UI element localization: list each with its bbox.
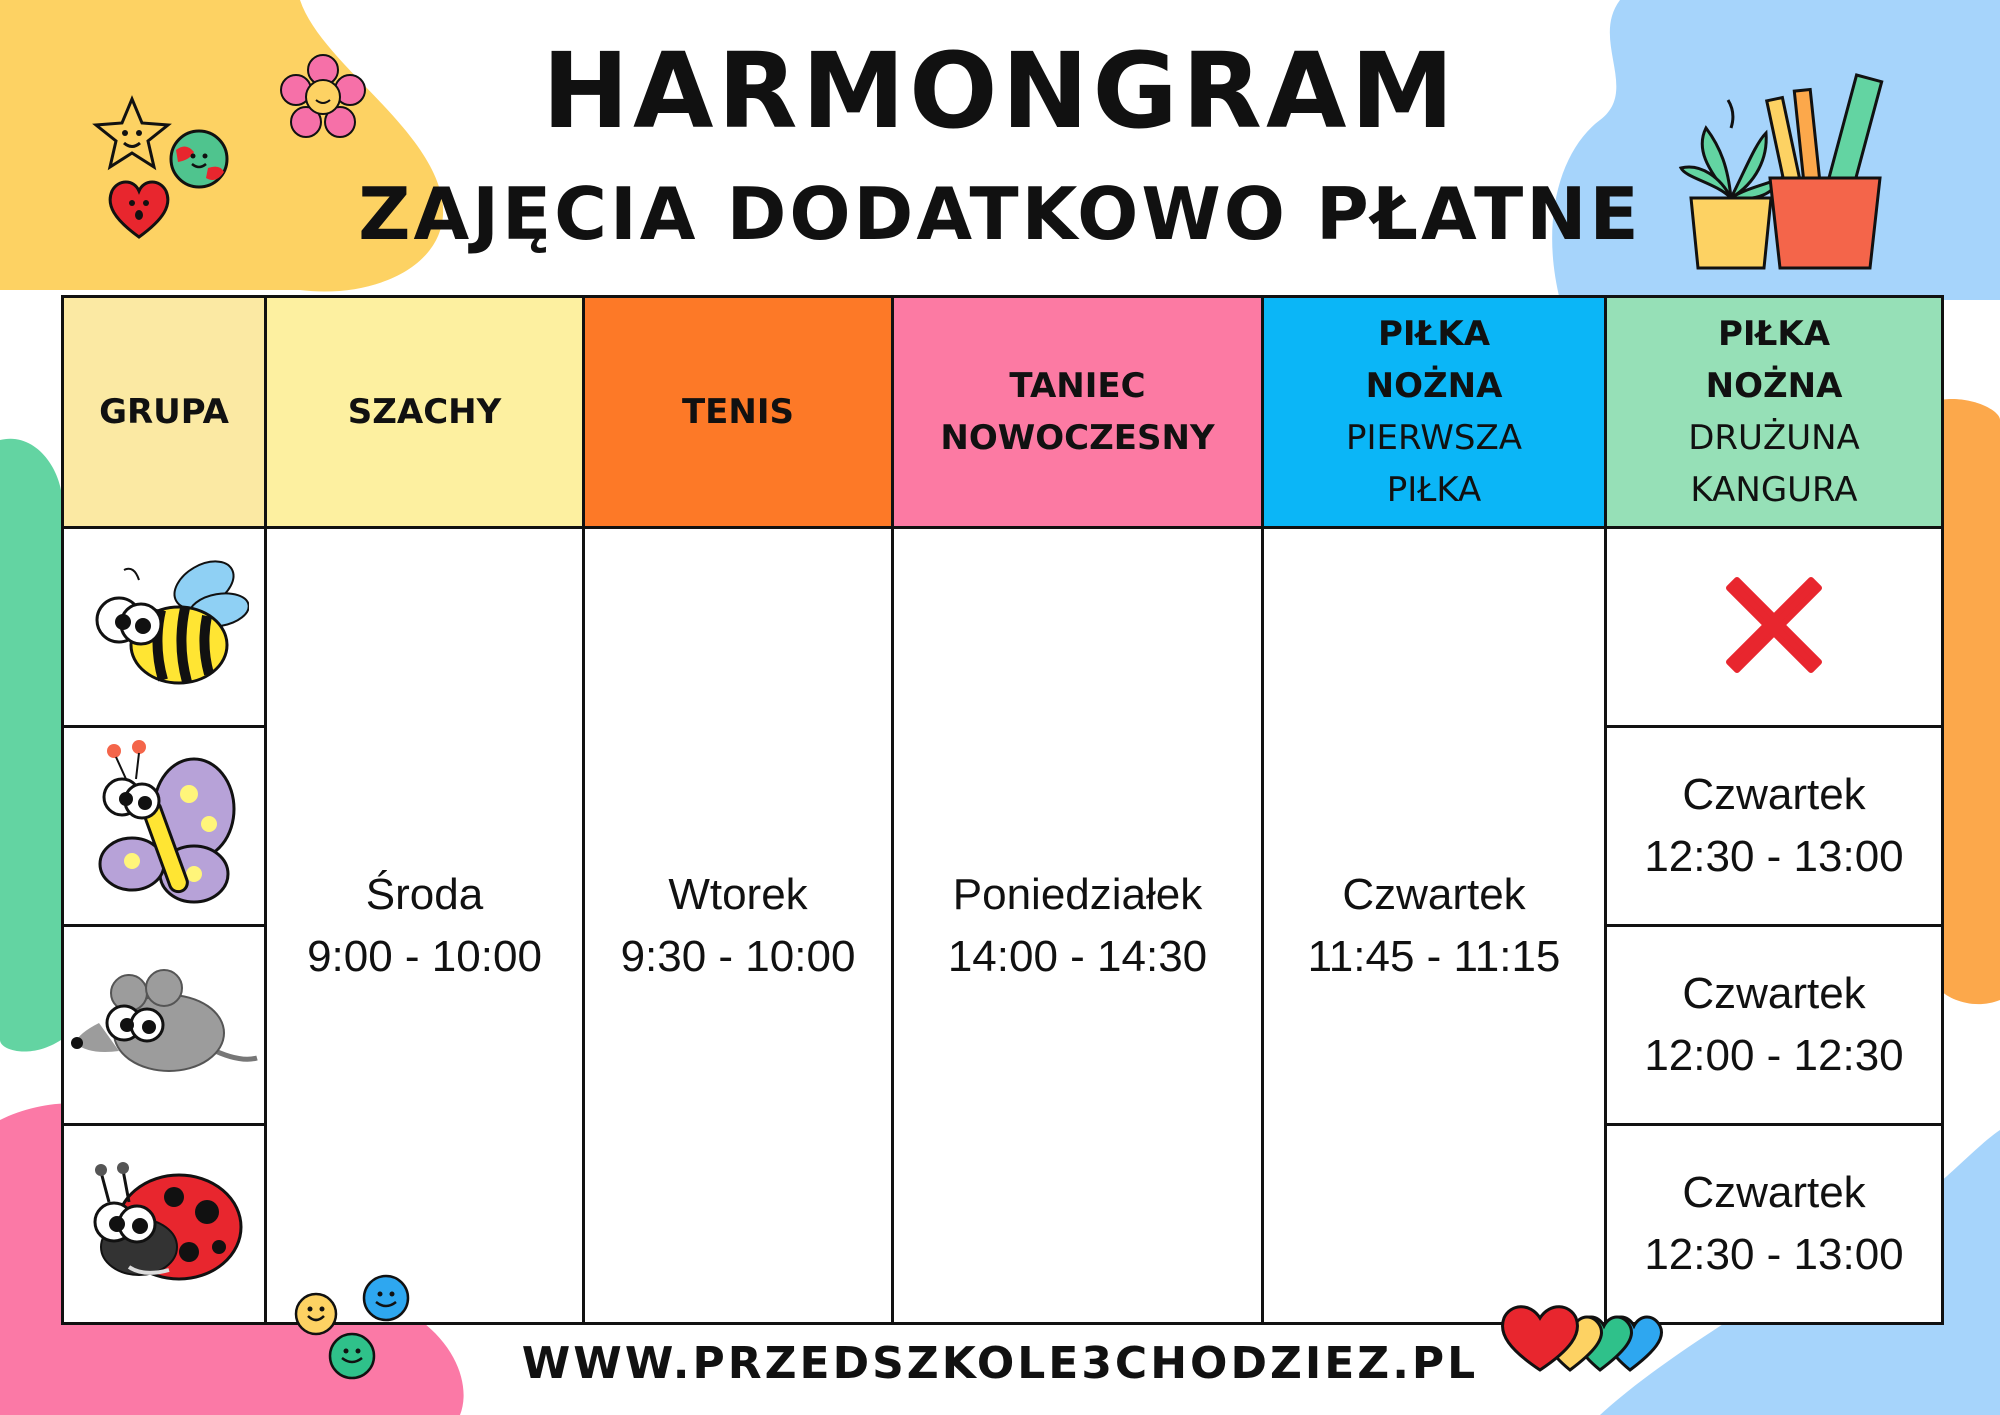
smiley-faces-icon [288,1272,418,1382]
green-blob [0,439,63,1052]
website-url: WWW.PRZEDSZKOLE3CHODZIEZ.PL [521,1338,1479,1389]
page-subtitle: ZAJĘCIA DODATKOWO PŁATNE [358,172,1642,256]
druzyna-kangura-cell-bee [1606,528,1943,727]
pierwsza-pilka-cell [1263,528,1606,1324]
kangura-butterfly-day: Czwartek [1682,770,1866,819]
mouse-icon [69,963,259,1083]
kangura-ladybug-time: 12:30 - 13:00 [1644,1230,1904,1279]
table-row [63,528,1943,727]
header-pierwsza-pilka-normal: PIERWSZA PIŁKA [1345,418,1522,510]
hearts-row-icon [1490,1290,1680,1380]
bee-icon [79,550,249,700]
taniec-day: Poniedziałek [952,869,1203,919]
header-szachy [266,297,584,528]
kangura-mouse-day: Czwartek [1682,969,1866,1018]
header-druzyna-kangura-normal: DRUŻUNA KANGURA [1688,418,1860,510]
taniec-time: 14:00 - 14:30 [947,931,1208,981]
star-face-icon [92,95,172,175]
druzyna-kangura-cell-mouse [1606,926,1943,1125]
header-taniec-label: TANIEC NOWOCZESNY [940,366,1215,458]
page-title: HARMONGRAM [542,30,1458,152]
group-mouse-cell [63,926,266,1125]
tenis-day: Wtorek [668,869,808,919]
header-grupa-label: GRUPA [99,392,229,432]
red-x-icon [1719,570,1829,680]
pierwsza-pilka-time: 11:45 - 11:15 [1307,931,1561,981]
group-ladybug-cell [63,1125,266,1324]
pierwsza-pilka-day: Czwartek [1342,869,1526,919]
szachy-cell [266,528,584,1324]
taniec-cell [893,528,1263,1324]
header-tenis [584,297,893,528]
globe-face-icon [168,128,230,190]
tenis-time: 9:30 - 10:00 [620,931,856,981]
heart-face-icon [104,175,174,241]
orange-blob [1940,399,2000,1004]
szachy-day: Środa [365,869,484,919]
ladybug-icon [79,1152,249,1292]
header-szachy-label: SZACHY [347,392,502,432]
header-druzyna-kangura [1606,297,1943,528]
group-bee-cell [63,528,266,727]
kangura-butterfly-time: 12:30 - 13:00 [1644,832,1904,881]
kangura-mouse-time: 12:00 - 12:30 [1644,1031,1904,1080]
rainbow-hearts-icon [0,0,190,90]
header-tenis-label: TENIS [681,392,794,432]
header-pierwsza-pilka [1263,297,1606,528]
group-butterfly-cell [63,727,266,926]
schedule-table [61,295,1944,1325]
kangura-ladybug-day: Czwartek [1682,1168,1866,1217]
butterfly-icon [84,739,244,909]
header-druzyna-kangura-bold: PIŁKA NOŻNA [1705,314,1843,406]
druzyna-kangura-cell-butterfly [1606,727,1943,926]
flower-face-icon [278,52,368,142]
header-row [63,297,1943,528]
pencil-cup-icon [1760,68,1890,278]
szachy-time: 9:00 - 10:00 [307,931,542,981]
tenis-cell [584,528,893,1324]
header-taniec [893,297,1263,528]
header-pierwsza-pilka-bold: PIŁKA NOŻNA [1365,314,1503,406]
header-grupa [63,297,266,528]
